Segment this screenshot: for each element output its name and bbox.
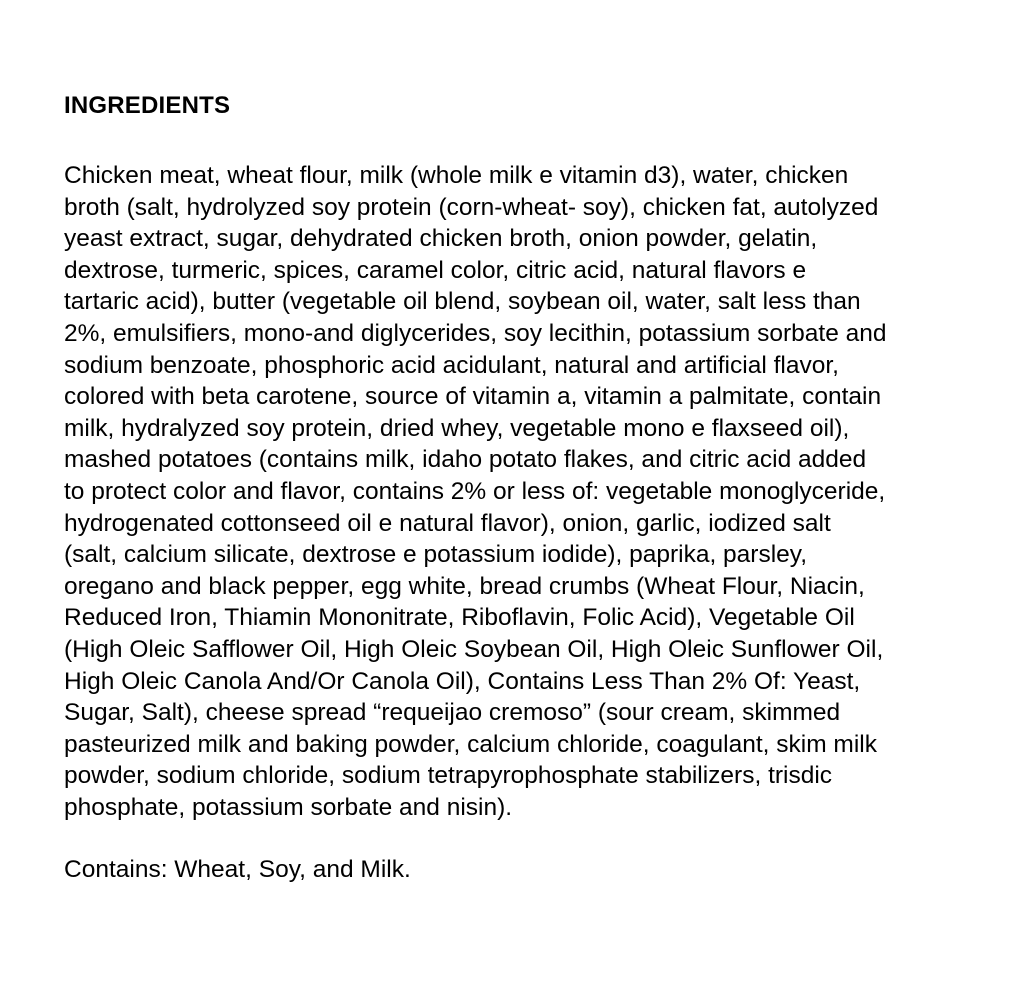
ingredients-line: broth (salt, hydrolyzed soy protein (corn-wheat- soy), chicken fat, autolyzed [64,193,879,221]
ingredients-line: Reduced Iron, Thiamin Mononitrate, Riboflavin, Folic Acid), Vegetable Oil [64,604,855,632]
ingredients-line: 2%, emulsifiers, mono-and diglycerides, soy lecithin, potassium sorbate and [64,319,887,347]
ingredients-line: tartaric acid), butter (vegetable oil blend, soybean oil, water, salt less than [64,288,861,316]
ingredients-list [64,160,964,823]
ingredients-line: sodium benzoate, phosphoric acid acidulant, natural and artificial flavor, [64,351,839,379]
ingredients-line: pasteurized milk and baking powder, calcium chloride, coagulant, skim milk [64,730,877,758]
ingredients-line: phosphate, potassium sorbate and nisin). [64,793,513,821]
ingredients-heading: INGREDIENTS [64,92,231,119]
ingredients-panel [64,90,964,886]
ingredients-line: to protect color and flavor, contains 2% or less of: vegetable monoglyceride, [64,477,886,505]
ingredients-line: Chicken meat, wheat flour, milk (whole milk e vitamin d3), water, chicken [64,162,849,189]
ingredients-line: colored with beta carotene, source of vitamin a, vitamin a palmitate, contain [64,383,882,411]
ingredients-line: powder, sodium chloride, sodium tetrapyrophosphate stabilizers, trisdic [64,762,833,790]
ingredients-line: (High Oleic Safflower Oil, High Oleic Soybean Oil, High Oleic Sunflower Oil, [64,635,884,663]
ingredients-line: yeast extract, sugar, dehydrated chicken broth, onion powder, gelatin, [64,225,818,253]
allergen-statement: Contains: Wheat, Soy, and Milk. [64,856,411,884]
ingredients-line: hydrogenated cottonseed oil e natural flavor), onion, garlic, iodized salt [64,509,831,537]
ingredients-line: Sugar, Salt), cheese spread “requeijao cremoso” (sour cream, skimmed [64,699,841,727]
ingredients-line: (salt, calcium silicate, dextrose e potassium iodide), paprika, parsley, [64,541,808,569]
ingredients-line: High Oleic Canola And/Or Canola Oil), Contains Less Than 2% Of: Yeast, [64,667,861,695]
ingredients-line: dextrose, turmeric, spices, caramel color, citric acid, natural flavors e [64,256,807,284]
ingredients-line: mashed potatoes (contains milk, idaho potato flakes, and citric acid added [64,446,867,474]
ingredients-line: oregano and black pepper, egg white, bread crumbs (Wheat Flour, Niacin, [64,572,865,600]
ingredients-line: milk, hydralyzed soy protein, dried whey, vegetable mono e flaxseed oil), [64,414,850,442]
